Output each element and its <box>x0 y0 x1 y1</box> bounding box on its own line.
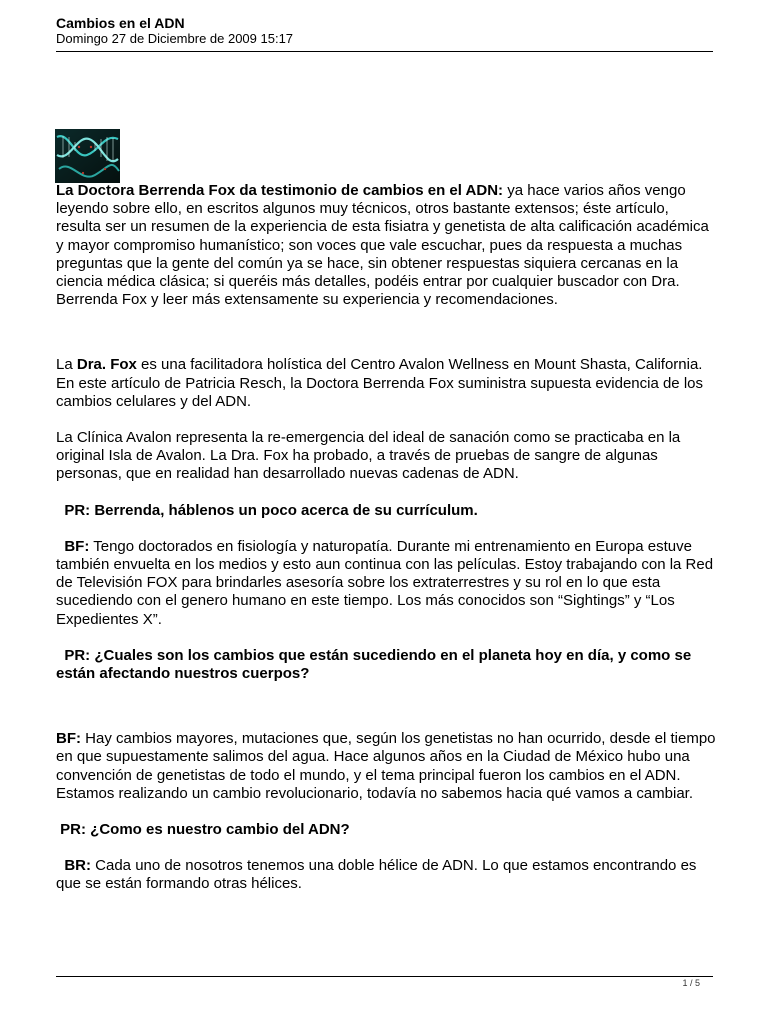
answer-speaker: BR: <box>56 857 91 875</box>
question-adn-text: PR: ¿Como es nuestro cambio del ADN? <box>56 821 350 839</box>
question-curriculum <box>56 502 716 520</box>
answer-adn-text: Cada uno de nosotros tenemos una doble hélice de ADN. Lo que estamos encontrando es que se están formando otras hélices. <box>56 857 697 893</box>
answer-curriculum-text: Tengo doctorados en fisiología y naturopatía. Durante mi entrenamiento en Europa estuve también envuelta en los medios y esto aun continua con las películas. Estoy trabajando con la Red de Televisión FOX para brindarles asesoría sobre los extraterrestres y su rol en lo que esta sucediendo con el genero humano en este tiempo. Los más conocidos son “Sightings” y “Los Expedientes X”. <box>56 537 714 628</box>
question-adn <box>56 821 716 839</box>
dna-helix-image <box>55 129 120 183</box>
answer-speaker: BF: <box>56 537 90 555</box>
answer-cambios-text: Hay cambios mayores, mutaciones que, según los genetistas no han ocurrido, desde el tiempo en que supuestamente salimos del agua. Hace algunos años en la Ciudad de México hubo una convención de genetistas de todo el mundo, y el tema principal fueron los cambios en el ADN. Estamos realizando un cambio revolucionario, todavía no sabemos hacia qué vamos a cambiar. <box>56 730 716 802</box>
answer-curriculum <box>56 538 716 629</box>
intro-text: ya hace varios años vengo leyendo sobre ello, en escritos algunos muy técnicos, otros bastante extensos; éste artículo, resulta ser un resumen de la experiencia de esta fisiatra y genetista de alta calificación académica y mayor compromiso humanístico; son voces que vale escuchar, pues da respuesta a muchas preguntas que la gente del común ya se hace, sin obtener respuestas siquiera cercanas en la ciencia médica clásica; si queréis más detalles, podéis entrar por cualquier buscador con Dra. Berrenda Fox y leer más extensamente su experiencia y recomendaciones. <box>56 182 709 309</box>
dra-fox-text: es una facilitadora holística del Centro Avalon Wellness en Mount Shasta, California. En este artículo de Patricia Resch, la Doctora Berrenda Fox suministra supuesta evidencia de los cambios celulares y del ADN. <box>56 356 703 410</box>
paragraph-intro <box>56 182 716 309</box>
paragraph-dra-fox <box>56 356 716 411</box>
intro-lead: La Doctora Berrenda Fox da testimonio de cambios en el ADN: <box>56 182 504 199</box>
document-header <box>56 15 713 47</box>
article-body <box>56 182 716 894</box>
header-divider <box>56 51 713 52</box>
question-cambios-text: PR: ¿Cuales son los cambios que están sucediendo en el planeta hoy en día, y como se están afectando nuestros cuerpos? <box>56 646 696 683</box>
document-title: Cambios en el ADN <box>56 15 185 31</box>
document-date: Domingo 27 de Diciembre de 2009 15:17 <box>56 31 294 46</box>
paragraph-clinica: La Clínica Avalon representa la re-emergencia del ideal de sanación como se practicaba en la original Isla de Avalon. La Dra. Fox ha probado, a través de pruebas de sangre de algunas personas, que en realidad han desarrollado nuevas cadenas de ADN. <box>56 429 681 483</box>
paragraph-prefix: La <box>56 356 77 374</box>
answer-speaker: BF: <box>56 730 81 748</box>
dra-fox-bold: Dra. Fox <box>76 356 137 374</box>
question-cambios <box>56 647 716 683</box>
answer-adn <box>56 857 716 893</box>
question-curriculum-text: PR: Berrenda, háblenos un poco acerca de su currículum. <box>56 501 478 519</box>
page-number: 1 / 5 <box>682 978 700 988</box>
footer-divider <box>56 976 713 977</box>
answer-cambios <box>56 730 716 803</box>
